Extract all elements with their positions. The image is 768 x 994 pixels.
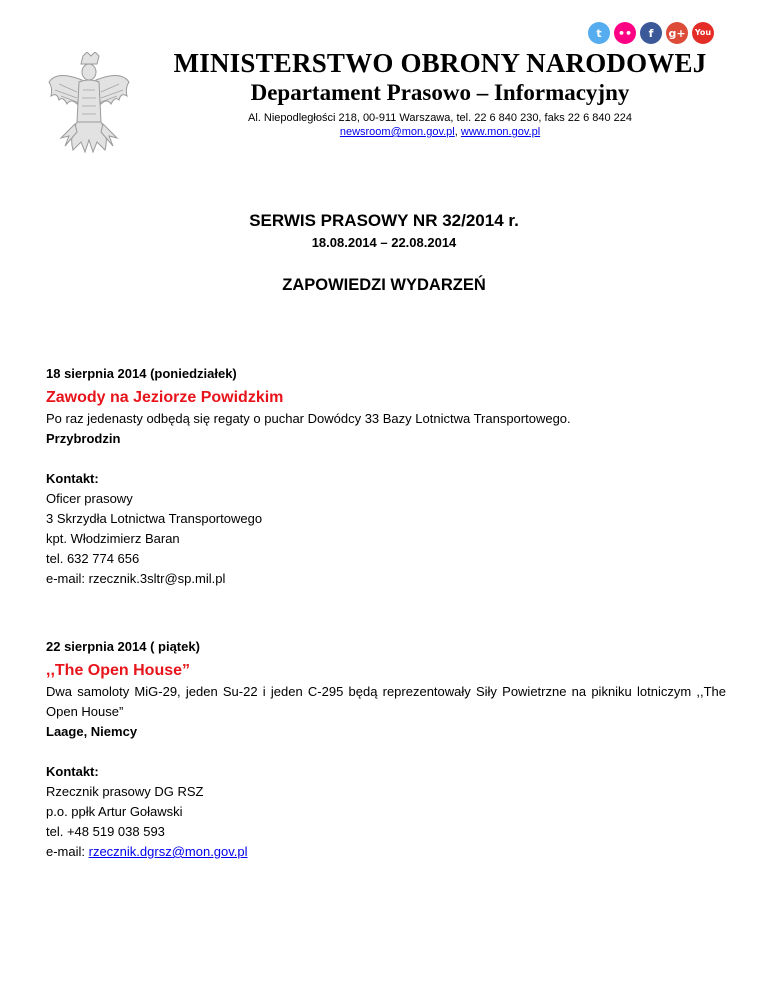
event-2 bbox=[46, 637, 726, 862]
website-link[interactable]: www.mon.gov.pl bbox=[460, 126, 541, 138]
contact-role: Oficer prasowy bbox=[46, 491, 133, 506]
flickr-icon[interactable]: •• bbox=[614, 22, 636, 44]
event-date: 18 sierpnia 2014 (poniedziałek) bbox=[46, 366, 237, 381]
contact-email-prefix: e-mail: bbox=[46, 844, 89, 859]
event-date: 22 sierpnia 2014 ( piątek) bbox=[46, 639, 200, 654]
contact-email bbox=[46, 842, 726, 862]
links-separator: , bbox=[454, 126, 461, 138]
contact-role: Rzecznik prasowy DG RSZ bbox=[46, 784, 204, 799]
contact-label: Kontakt: bbox=[46, 471, 99, 486]
department-name: Departament Prasowo – Informacyjny bbox=[250, 80, 630, 105]
bulletin-title: SERWIS PRASOWY NR 32/2014 r. bbox=[249, 211, 519, 230]
event-title: Zawody na Jeziorze Powidzkim bbox=[46, 389, 284, 406]
contact-links bbox=[140, 125, 740, 139]
event-title: ,,The Open House” bbox=[46, 662, 191, 679]
eagle-emblem-icon bbox=[47, 52, 131, 156]
contact-unit: 3 Skrzydła Lotnictwa Transportowego bbox=[46, 511, 263, 526]
contact-phone: tel. +48 519 038 593 bbox=[46, 824, 165, 839]
contact-email: e-mail: rzecznik.3sltr@sp.mil.pl bbox=[46, 571, 226, 586]
twitter-icon[interactable]: t bbox=[588, 22, 610, 44]
facebook-icon[interactable]: f bbox=[640, 22, 662, 44]
event-place: Laage, Niemcy bbox=[46, 724, 138, 739]
bulletin-dates: 18.08.2014 – 22.08.2014 bbox=[311, 235, 457, 250]
contact-person: kpt. Włodzimierz Baran bbox=[46, 531, 180, 546]
social-icons bbox=[588, 22, 714, 44]
event-1 bbox=[46, 364, 726, 589]
contact-person: p.o. ppłk Artur Goławski bbox=[46, 804, 183, 819]
youtube-icon[interactable]: You bbox=[692, 22, 714, 44]
contact-label: Kontakt: bbox=[46, 764, 99, 779]
address-line: Al. Niepodległości 218, 00-911 Warszawa, tel. 22 6 840 230, faks 22 6 840 224 bbox=[247, 112, 633, 124]
ministry-name: MINISTERSTWO OBRONY NARODOWEJ bbox=[173, 48, 707, 78]
address-block bbox=[140, 111, 740, 139]
section-title: ZAPOWIEDZI WYDARZEŃ bbox=[282, 276, 486, 294]
contact-email-link[interactable]: rzecznik.dgrsz@mon.gov.pl bbox=[88, 844, 248, 859]
event-description: Dwa samoloty MiG-29, jeden Su-22 i jeden C-295 będą reprezentowały Siły Powietrzne na pikniku lotniczym ,,The Open House” bbox=[46, 684, 726, 719]
google-plus-icon[interactable]: g+ bbox=[666, 22, 688, 44]
event-place: Przybrodzin bbox=[46, 431, 121, 446]
event-description: Po raz jedenasty odbędą się regaty o puchar Dowódcy 33 Bazy Lotnictwa Transportowego. bbox=[46, 411, 571, 426]
contact-phone: tel. 632 774 656 bbox=[46, 551, 140, 566]
newsroom-email-link[interactable]: newsroom@mon.gov.pl bbox=[339, 126, 455, 138]
